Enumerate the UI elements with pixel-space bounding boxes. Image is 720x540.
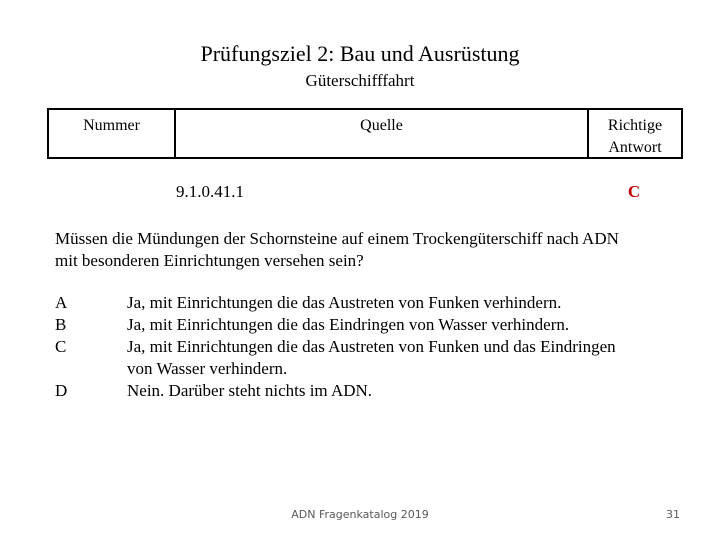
answer-text <box>127 336 675 380</box>
question-line: Müssen die Mündungen der Schornsteine auf einem Trockengüterschiff nach ADN <box>55 229 619 248</box>
page-number: 31 <box>666 508 680 521</box>
header-table <box>47 108 683 159</box>
answer-letter: D <box>55 381 68 400</box>
answer-letter: C <box>55 337 67 356</box>
answer-letter: A <box>55 293 68 312</box>
answer-option-c <box>55 336 675 380</box>
answer-option-d <box>55 380 675 402</box>
slide-subtitle: Güterschifffahrt <box>305 71 415 90</box>
answer-line: Nein. Darüber steht nichts im ADN. <box>127 381 373 400</box>
answer-text <box>127 292 675 314</box>
answer-letter: B <box>55 315 67 334</box>
answer-line: Ja, mit Einrichtungen die das Eindringen von Wasser verhindern. <box>127 315 570 334</box>
answer-line: Ja, mit Einrichtungen die das Austreten von Funken und das Eindringen <box>127 337 616 356</box>
column-header-nummer: Nummer <box>83 117 140 134</box>
column-header-antwort-line2: Antwort <box>608 139 662 156</box>
footer-catalog-label: ADN Fragenkatalog 2019 <box>291 508 429 521</box>
column-header-antwort-line1: Richtige <box>607 117 663 134</box>
column-header-richtige-antwort <box>589 115 681 159</box>
answer-list <box>55 292 675 402</box>
answer-option-a <box>55 292 675 314</box>
slide-title: Prüfungsziel 2: Bau und Ausrüstung <box>200 41 520 66</box>
answer-option-b <box>55 314 675 336</box>
correct-answer: C <box>627 182 641 201</box>
column-header-quelle: Quelle <box>360 117 403 134</box>
source-reference: 9.1.0.41.1 <box>176 182 244 201</box>
answer-line: von Wasser verhindern. <box>127 359 288 378</box>
question-text <box>55 228 675 272</box>
question-line: mit besonderen Einrichtungen versehen sein? <box>55 251 364 270</box>
answer-text <box>127 314 675 336</box>
answer-line: Ja, mit Einrichtungen die das Austreten von Funken verhindern. <box>127 293 562 312</box>
answer-text <box>127 380 675 402</box>
